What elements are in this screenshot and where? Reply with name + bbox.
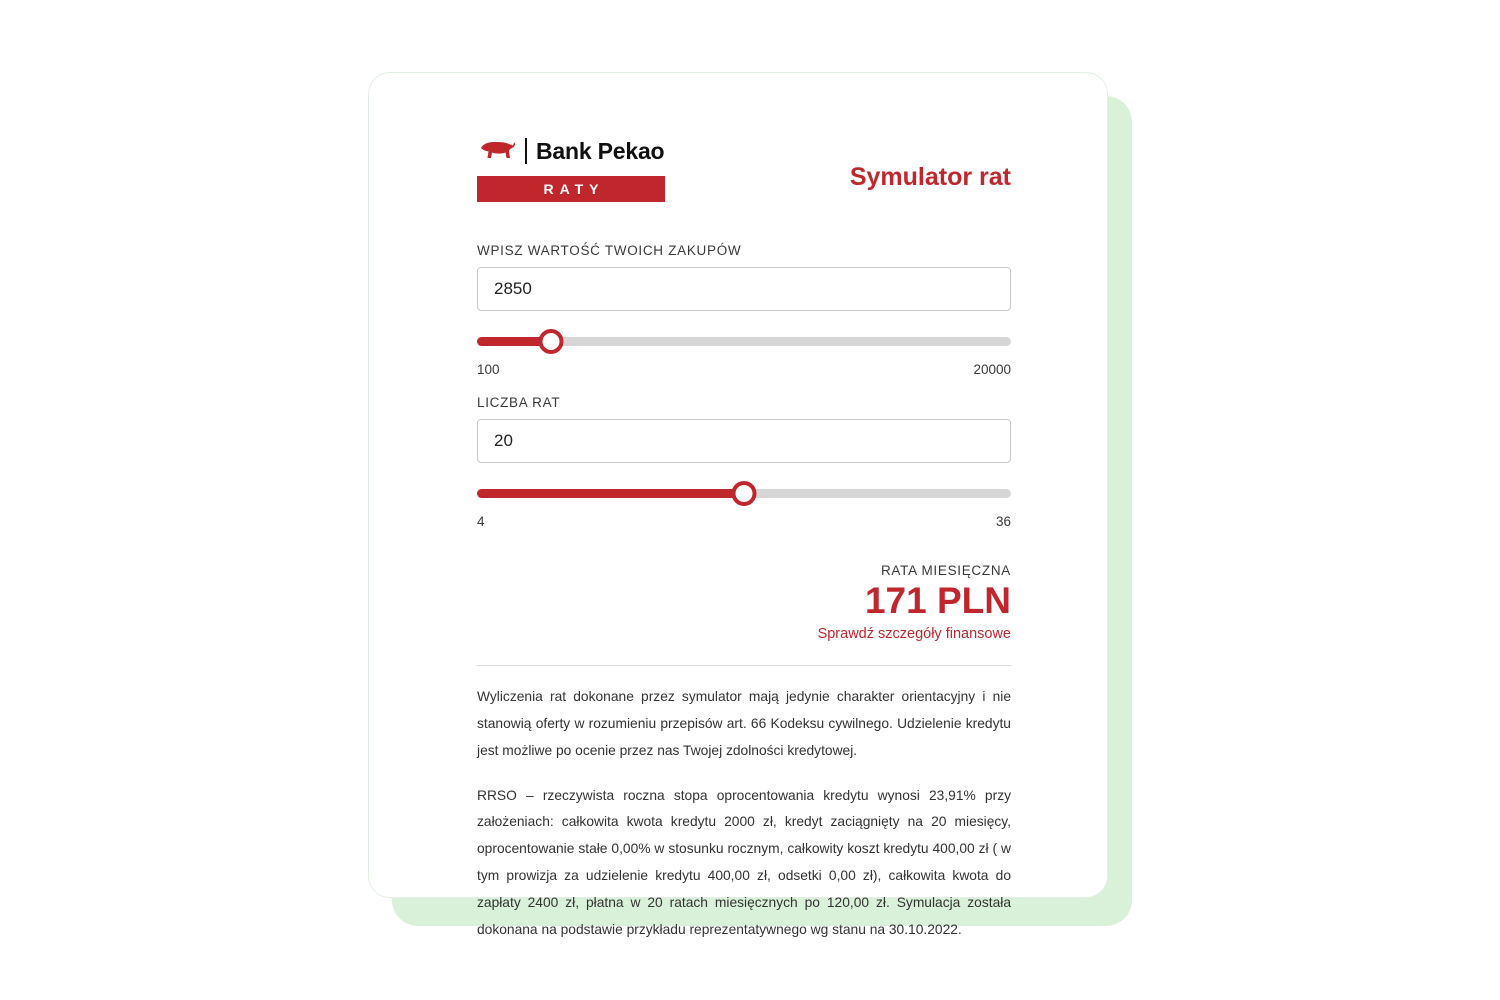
brand-sublabel: RATY <box>543 181 605 197</box>
section-divider <box>477 665 1011 666</box>
installments-slider[interactable] <box>477 478 1011 512</box>
result-block <box>477 563 1011 643</box>
disclaimer-paragraph-1: Wyliczenia rat dokonane przez symulator mają jedynie charakter orientacyjny i nie stanowią oferty w rozumieniu przepisów art. 66 Kodeksu cywilnego. Udzielenie kredytu jest możliwe po ocenie przez nas Twojej zdolności kredytowej. <box>477 688 1011 758</box>
installments-min-label: 4 <box>477 514 485 529</box>
brand-name: Bank Pekao <box>536 137 665 164</box>
amount-slider[interactable] <box>477 326 1011 360</box>
brand-logo <box>477 133 667 202</box>
amount-label: WPISZ WARTOŚĆ TWOICH ZAKUPÓW <box>477 243 742 258</box>
installments-slider-fill <box>477 489 744 498</box>
amount-max-label: 20000 <box>973 362 1011 377</box>
amount-input[interactable] <box>477 267 1011 311</box>
amount-slider-knob[interactable] <box>538 329 563 354</box>
page-title: Symulator rat <box>849 163 1011 191</box>
bison-icon <box>477 136 519 166</box>
simulator-card <box>368 72 1108 937</box>
brand-sublabel-bar <box>477 176 665 202</box>
installments-input[interactable] <box>477 419 1011 463</box>
financial-details-link[interactable]: Sprawdź szczegóły finansowe <box>817 625 1011 642</box>
installments-label: LICZBA RAT <box>477 395 561 410</box>
amount-min-label: 100 <box>477 362 500 377</box>
installments-slider-knob[interactable] <box>732 481 757 506</box>
installments-max-label: 36 <box>995 514 1011 529</box>
disclaimer-paragraph-2: RRSO – rzeczywista roczna stopa oprocentowania kredytu wynosi 23,91% przy założeniach: całkowita kwota kredytu 2000 zł, kredyt zaciągnięty na 20 miesięcy, oprocentowanie stałe 0,00% w stosunku rocznym, całkowity koszt kredytu 400,00 zł ( w tym prowizja za udzielenie kredytu 400,00 zł, odsetki 0,00 zł), całkowita kwota do zapłaty 2400 zł, płatna w 20 ratach miesięcznych po 120,00 zł. Symulacja została dokonana na podstawie przykładu reprezentatywnego wg stanu na 30.10.2022. <box>477 787 1011 937</box>
logo-divider <box>525 138 527 164</box>
monthly-rate-label: RATA MIESIĘCZNA <box>880 563 1011 578</box>
monthly-rate-amount: 171 PLN <box>864 580 1011 621</box>
card-header <box>477 133 1011 225</box>
